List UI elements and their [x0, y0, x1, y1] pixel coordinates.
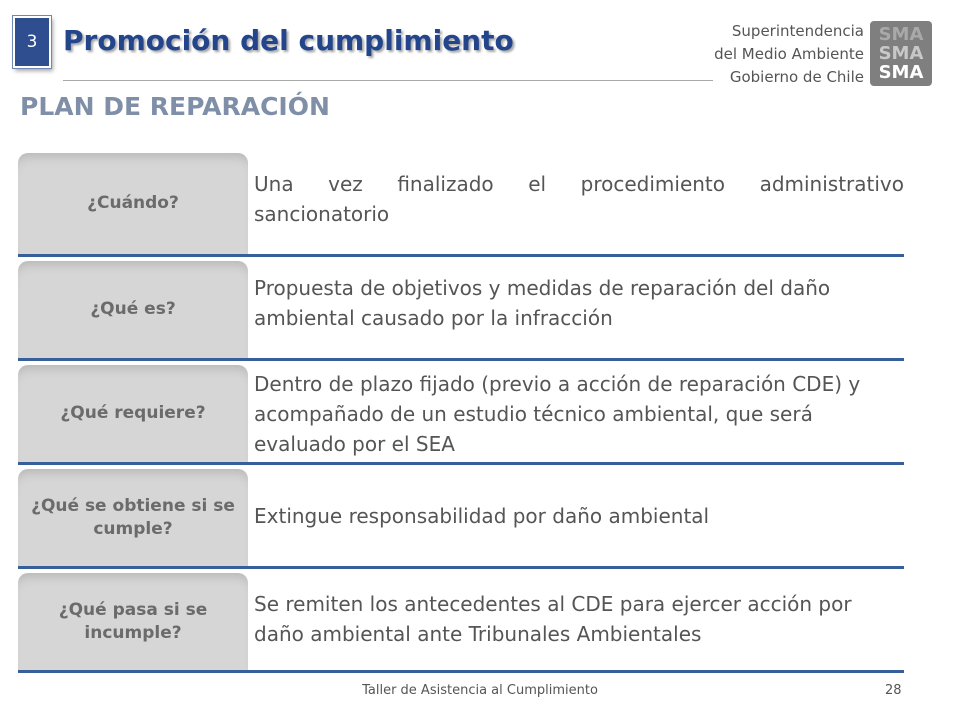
plan-table: [18, 153, 904, 673]
answer-cell: Propuesta de objetivos y medidas de reparación del daño ambiental causado por la infracción: [254, 276, 831, 330]
org-line-1: Superintendencia: [731, 22, 864, 40]
title-underline: [63, 80, 713, 81]
slide-title: Promoción del cumplimiento: [63, 24, 514, 57]
logo-text-2: SMA: [878, 43, 924, 64]
question-cell: ¿Qué pasa si se incumple?: [18, 573, 248, 670]
table-row: [18, 361, 904, 465]
answer-cell: Se remiten los antecedentes al CDE para ejercer acción por daño ambiental ante Tribunales Ambientales: [254, 592, 852, 646]
page-number: 28: [885, 683, 902, 698]
question-cell: ¿Qué requiere?: [18, 365, 248, 462]
logo-text-3: SMA: [878, 62, 924, 83]
answer-cell: Extingue responsabilidad por daño ambiental: [254, 503, 710, 528]
org-line-2: del Medio Ambiente: [714, 45, 864, 63]
sma-logo: [870, 21, 932, 86]
table-row: [18, 569, 904, 673]
logo-text-1: SMA: [878, 24, 924, 45]
answer-cell: Una vez finalizado el procedimiento administrativo sancionatorio: [254, 172, 904, 226]
section-title: PLAN DE REPARACIÓN: [20, 92, 330, 121]
footer-text: Taller de Asistencia al Cumplimiento: [362, 683, 598, 698]
table-row: [18, 465, 904, 569]
answer-cell: Dentro de plazo fijado (previo a acción de reparación CDE) y acompañado de un estudio técnico ambiental, que será evaluado por el SEA: [254, 372, 861, 456]
question-cell: ¿Qué se obtiene si se cumple?: [18, 469, 248, 566]
organization-name: [714, 20, 864, 89]
org-line-3: Gobierno de Chile: [729, 68, 864, 86]
question-cell: ¿Cuándo?: [18, 153, 248, 254]
table-row: [18, 153, 904, 257]
question-cell: ¿Qué es?: [18, 261, 248, 358]
slide-section-badge: 3: [13, 16, 51, 68]
table-row: [18, 257, 904, 361]
